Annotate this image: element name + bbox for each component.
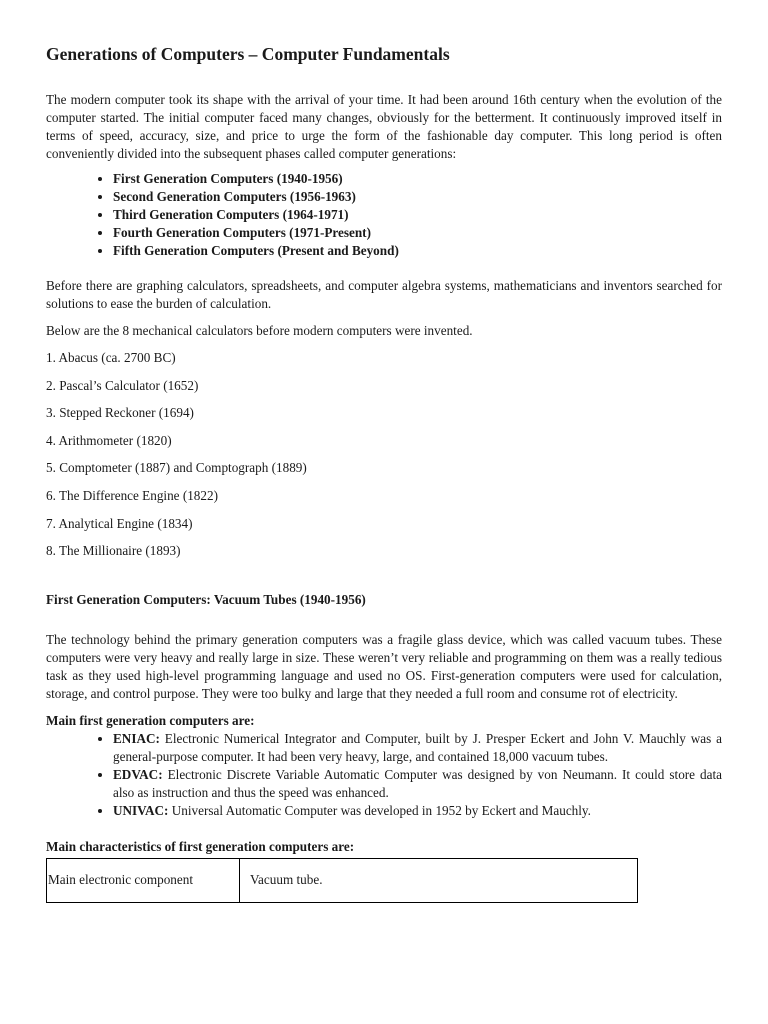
characteristics-heading: Main characteristics of first generation computers are: bbox=[46, 838, 355, 854]
generation-item: • Third Generation Computers (1964-1971) bbox=[113, 206, 722, 224]
calculators-list bbox=[46, 349, 722, 570]
calculator-item: 4. Arithmometer (1820) bbox=[46, 432, 172, 448]
calculator-item: 2. Pascal’s Calculator (1652) bbox=[46, 377, 199, 393]
intro-paragraph: The modern computer took its shape with the arrival of your time. It had been around 16th century when the evolution of the computer started. The initial computer faced many changes, obviously for the betterment. It continuously improved itself in terms of speed, accuracy, size, and price to urge the form of the fashionable day computer. This long period is often conveniently divided into the subsequent phases called computer generations: bbox=[46, 92, 722, 161]
computer-desc: Electronic Numerical Integrator and Computer, built by J. Presper Eckert and John V. Mauchly was a general-purpose computer. It had been very heavy, large, and contained 18,000 vacuum tubes. bbox=[113, 730, 722, 764]
main-computers-list bbox=[46, 730, 722, 820]
table-cell-value: Vacuum tube. bbox=[240, 858, 638, 902]
table-cell-key: Main electronic component bbox=[47, 858, 240, 902]
generation-item: • Fourth Generation Computers (1971-Present) bbox=[113, 224, 722, 242]
calculator-item: 3. Stepped Reckoner (1694) bbox=[46, 405, 194, 421]
computer-desc: Universal Automatic Computer was developed in 1952 by Eckert and Mauchly. bbox=[168, 802, 591, 818]
before-paragraph: Before there are graphing calculators, spreadsheets, and computer algebra systems, mathematicians and inventors searched for solutions to ease the burden of calculation. bbox=[46, 278, 722, 311]
calculator-item: 1. Abacus (ca. 2700 BC) bbox=[46, 350, 176, 365]
first-gen-paragraph: The technology behind the primary generation computers was a fragile glass device, which was called vacuum tubes. These computers were very heavy and really large in size. These weren’t very reliable and programming on them was a really tedious task as they used high-level programming language and used no OS. First-generation computers were used for calculation, storage, and control purpose. They were too bulky and large that they needed a full room and consume rot of electricity. bbox=[46, 631, 722, 701]
calculator-item: 6. The Difference Engine (1822) bbox=[46, 487, 218, 503]
computer-name: UNIVAC: bbox=[113, 802, 169, 818]
main-computers-heading: Main first generation computers are: bbox=[46, 712, 255, 728]
generation-item: • Second Generation Computers (1956-1963) bbox=[113, 188, 722, 206]
computer-name: EDVAC: bbox=[113, 766, 163, 782]
computer-name: ENIAC: bbox=[113, 730, 160, 746]
document-title: Generations of Computers – Computer Fundamentals bbox=[46, 44, 450, 64]
first-gen-heading: First Generation Computers: Vacuum Tubes (1940-1956) bbox=[46, 591, 366, 607]
characteristics-table bbox=[46, 858, 638, 903]
computer-item bbox=[113, 730, 722, 766]
table-row bbox=[47, 858, 638, 902]
generations-list bbox=[46, 170, 722, 260]
computer-item bbox=[113, 802, 722, 820]
generation-item: • Fifth Generation Computers (Present and Beyond) bbox=[113, 242, 722, 260]
document-page bbox=[46, 44, 722, 903]
below-paragraph: Below are the 8 mechanical calculators before modern computers were invented. bbox=[46, 323, 473, 338]
computer-desc: Electronic Discrete Variable Automatic Computer was designed by von Neumann. It could store data also as instruction and thus the speed was enhanced. bbox=[113, 766, 722, 800]
generation-item: • First Generation Computers (1940-1956) bbox=[113, 170, 722, 188]
calculator-item: 8. The Millionaire (1893) bbox=[46, 543, 181, 559]
calculator-item: 7. Analytical Engine (1834) bbox=[46, 515, 193, 531]
calculator-item: 5. Comptometer (1887) and Comptograph (1889) bbox=[46, 460, 307, 476]
computer-item bbox=[113, 766, 722, 802]
